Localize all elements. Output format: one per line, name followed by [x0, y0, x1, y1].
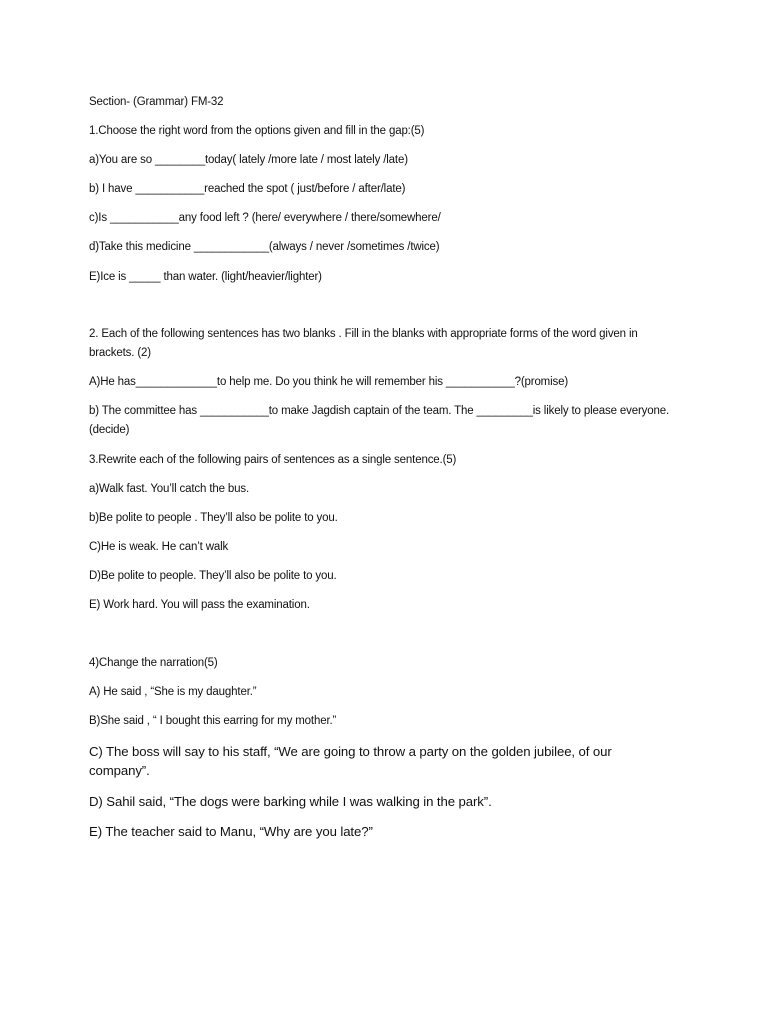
q4-item-e: E) The teacher said to Manu, “Why are you late?”	[89, 824, 373, 839]
q1-item-b: b) I have ___________reached the spot ( just/before / after/late)	[89, 183, 406, 195]
q4-item-d: D) Sahil said, “The dogs were barking while I was walking in the park”.	[89, 794, 492, 809]
q1-title: 1.Choose the right word from the options given and fill in the gap:(5)	[89, 125, 425, 137]
q3-item-c: C)He is weak. He can’t walk	[89, 541, 229, 553]
q2-item-a: A)He has_____________to help me. Do you think he will remember his ___________?(promise)	[89, 376, 569, 388]
q4-item-a: A) He said , “She is my daughter.”	[89, 686, 257, 698]
q3-title: 3.Rewrite each of the following pairs of sentences as a single sentence.(5)	[89, 454, 457, 466]
q2-title: 2. Each of the following sentences has two blanks . Fill in the blanks with appropriate forms of the word given in brackets. (2)	[89, 328, 638, 359]
q2-item-b: b) The committee has ___________to make Jagdish captain of the team. The _________is likely to please everyone. (decide)	[89, 405, 670, 436]
q4-item-b: B)She said , “ I bought this earring for my mother.”	[89, 715, 337, 727]
q1-item-c: c)Is ___________any food left ? (here/ everywhere / there/somewhere/	[89, 212, 441, 224]
q3-item-e: E) Work hard. You will pass the examination.	[89, 599, 310, 611]
q4-title: 4)Change the narration(5)	[89, 657, 218, 669]
q3-item-a: a)Walk fast. You’ll catch the bus.	[89, 483, 250, 495]
q3-item-b: b)Be polite to people . They’ll also be polite to you.	[89, 512, 338, 524]
q1-item-a: a)You are so ________today( lately /more late / most lately /late)	[89, 154, 408, 166]
q3-item-d: D)Be polite to people. They’ll also be polite to you.	[89, 570, 337, 582]
q4-item-c: C) The boss will say to his staff, “We are going to throw a party on the golden jubilee, of our company”.	[89, 744, 612, 778]
q1-item-e: E)Ice is _____ than water. (light/heavier/lighter)	[89, 271, 322, 283]
section-header: Section- (Grammar) FM-32	[89, 96, 224, 108]
q1-item-d: d)Take this medicine ____________(always / never /sometimes /twice)	[89, 241, 440, 253]
